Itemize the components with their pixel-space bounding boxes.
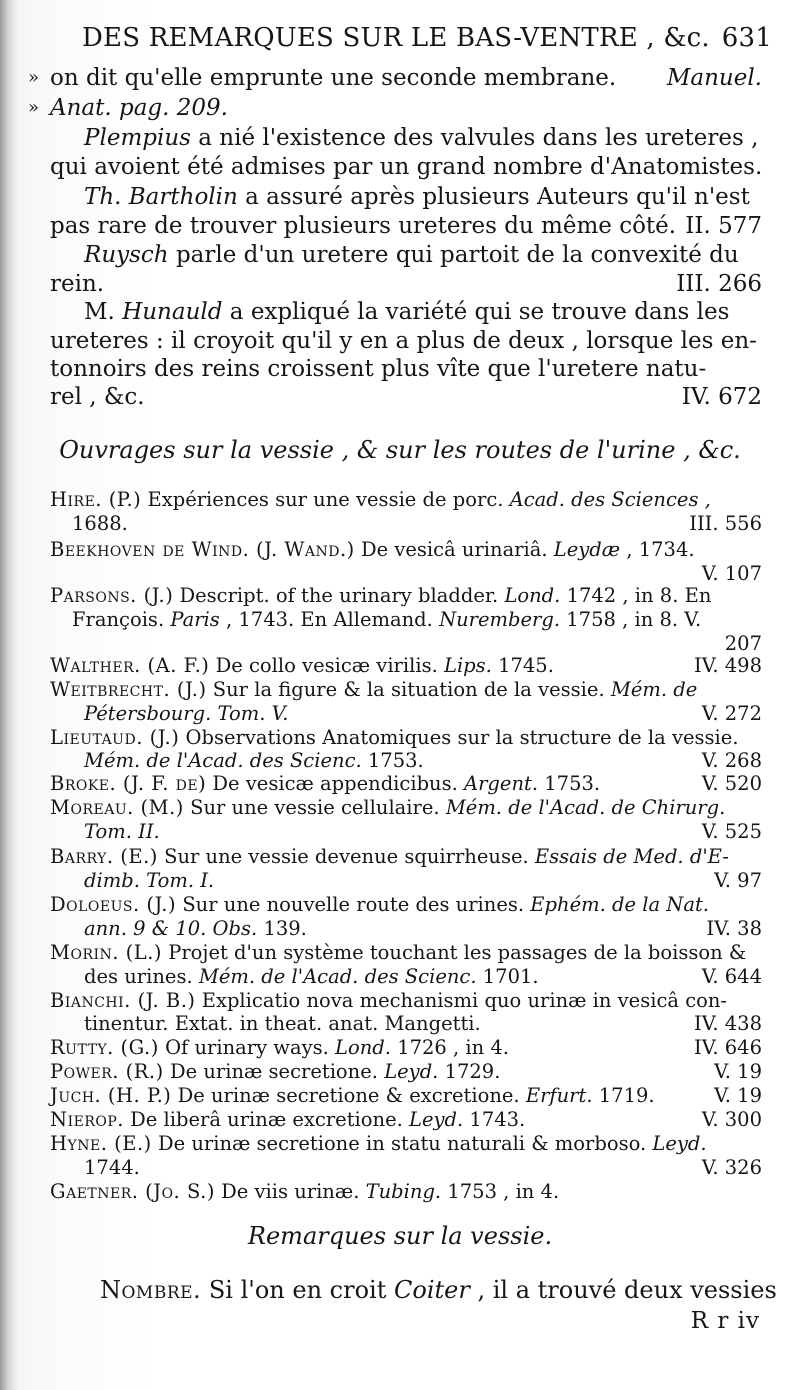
bib-title: De viis urinæ. <box>221 1180 360 1203</box>
bib-author: Moreau. (M.) <box>50 796 184 819</box>
bib-ref: III. 556 <box>689 512 762 535</box>
bib-source: Ephém. de la Nat. <box>530 893 710 916</box>
bib-line <box>50 1180 762 1204</box>
bib-source: Leyd. <box>652 1132 707 1155</box>
bib-source: Leyd. <box>409 1108 464 1131</box>
bib-author: Weitbrecht. (J.) <box>50 678 207 701</box>
text-line <box>28 64 762 92</box>
bib-ref: V. 19 <box>714 1084 762 1107</box>
bib-title: Sur une nouvelle route des urines. <box>182 893 525 916</box>
bib-line <box>84 917 762 941</box>
text-line <box>84 298 762 326</box>
bib-tail: , 1743. En Allemand. <box>225 608 433 631</box>
text-span: a expliqué la variété qui se trouve dans les <box>229 299 730 325</box>
text-line <box>50 153 762 181</box>
bib-source: Mém. de <box>610 678 698 701</box>
bib-ref: V. 97 <box>714 869 762 892</box>
bib-source: Mém. de l'Acad. des Scienc. <box>198 965 477 988</box>
bib-title: Of urinary ways. <box>165 1036 329 1059</box>
text-span: Anat. pag. 209. <box>50 95 228 121</box>
text-span: on dit qu'elle emprunte une seconde membrane. <box>50 65 617 91</box>
section-heading: Ouvrages sur la vessie , & sur les routes de l'urine , &c. <box>59 436 741 464</box>
bib-author: Nierop. <box>50 1108 124 1131</box>
bib-tail: 1701. <box>482 965 539 988</box>
bib-title: De urinæ secretione. <box>169 1060 378 1083</box>
bib-author: Hire. (P.) <box>50 488 142 511</box>
bib-line <box>84 749 762 773</box>
bib-author: Hyne. (E.) <box>50 1132 152 1155</box>
bib-title: De collo vesicæ virilis. <box>215 654 438 677</box>
bib-line <box>84 869 762 893</box>
bib-source: Obs. <box>212 917 258 940</box>
text-span: qui avoient été admises par un grand nombre d'Anatomistes. <box>50 154 763 180</box>
bib-source: Essais de Med. d'E- <box>534 845 729 868</box>
page-number: 631 <box>721 23 772 53</box>
page-edge-shadow <box>0 0 18 1390</box>
bib-source: Mém. de l'Acad. de Chirurg. <box>445 796 726 819</box>
text-span: a nié l'existence des valvules dans les ureteres , <box>198 125 759 151</box>
bib-tail: 1745. <box>498 654 554 677</box>
text-span: parle d'un uretere qui partoit de la convexité du <box>175 242 739 268</box>
bib-line <box>50 584 762 608</box>
bib-line <box>50 1084 762 1108</box>
bib-author: Morin. (L.) <box>50 941 163 964</box>
bib-source: dimb. Tom. I. <box>84 869 215 892</box>
bib-line <box>50 941 762 965</box>
reference: IV. 672 <box>681 384 762 410</box>
bib-author: Broke. (J. F. de) <box>50 772 207 795</box>
bib-title: De liberâ urinæ excretione. <box>130 1108 403 1131</box>
bib-line <box>50 1036 762 1060</box>
running-title: DES REMARQUES SUR LE BAS-VENTRE , &c. <box>82 23 710 53</box>
author-name: Ruysch <box>84 242 169 268</box>
bib-line <box>50 488 762 512</box>
text-line <box>50 327 762 355</box>
bib-source: Argent. <box>464 772 539 795</box>
bib-line <box>50 772 762 796</box>
bib-author: Doloeus. (J.) <box>50 893 177 916</box>
text-line <box>50 383 762 411</box>
bib-author: Parsons. (J.) <box>50 584 174 607</box>
bib-title: Sur la figure & la situation de la vessie. <box>212 678 605 701</box>
text-span: Si l'on en croit <box>208 1276 387 1304</box>
text-line <box>84 183 762 211</box>
text-line <box>28 94 762 122</box>
text-span: ureteres : il croyoit qu'il y en a plus de deux , lorsque les en- <box>50 328 757 354</box>
bib-ref: V. 300 <box>701 1108 762 1131</box>
reference: Manuel. <box>666 65 762 91</box>
bib-title: Sur une vessie cellulaire. <box>190 796 440 819</box>
bib-line <box>72 512 762 536</box>
bib-line <box>84 1156 762 1180</box>
bib-ref: V. 520 <box>701 772 762 795</box>
bib-title: 1744. <box>84 1156 140 1179</box>
bib-title: De vesicæ appendicibus. <box>212 772 458 795</box>
author-name: Coiter <box>394 1276 470 1304</box>
bib-author: Walther. (A. F.) <box>50 654 210 677</box>
bib-source: Lips. <box>444 654 492 677</box>
bib-source: ann. <box>84 917 127 940</box>
quote-mark: » <box>28 67 40 88</box>
bib-author: Lieutaud. (J.) <box>50 726 180 749</box>
bib-title: De urinæ secretione in statu naturali & morboso. <box>157 1132 647 1155</box>
text-line <box>100 1276 777 1304</box>
bib-ref: IV. 646 <box>694 1036 762 1059</box>
bib-title: Explicatio nova mechanismi quo urinæ in vesicâ con- <box>201 989 727 1012</box>
text-span: tonnoirs des reins croissent plus vîte que l'uretere natu- <box>50 356 707 382</box>
bib-tail: 139. <box>263 917 307 940</box>
signature-mark: R r iv <box>690 1308 760 1334</box>
text-span: , il a trouvé deux vessies <box>477 1276 777 1304</box>
reference: II. 577 <box>685 213 762 239</box>
bib-author: Rutty. (G.) <box>50 1036 159 1059</box>
bib-tail: 1729. <box>444 1060 501 1083</box>
bib-line <box>50 1132 762 1156</box>
bib-source: Tom. II. <box>84 820 160 843</box>
bib-ref: IV. 38 <box>706 917 762 940</box>
bib-line <box>50 989 762 1013</box>
text-line <box>50 270 762 298</box>
bib-ref: V. 272 <box>701 702 762 725</box>
bib-title: De vesicâ urinariâ. <box>360 538 548 561</box>
bib-author: Beekhoven de Wind. (J. Wand.) <box>50 538 355 561</box>
bib-tail: 1743. <box>469 1108 526 1131</box>
bib-author: Bianchi. (J. B.) <box>50 989 196 1012</box>
bib-source: Nuremberg. <box>439 608 561 631</box>
reference: III. 266 <box>676 271 762 297</box>
bib-tail: 1726 , in 4. <box>397 1036 510 1059</box>
text-span: rel , &c. <box>50 384 145 410</box>
bib-source: Tubing. <box>365 1180 442 1203</box>
bib-ref: V. 525 <box>701 820 762 843</box>
bib-ref: V. 268 <box>701 749 762 772</box>
quote-mark: » <box>28 97 40 118</box>
text-line <box>84 241 762 269</box>
bib-title: Observations Anatomiques sur la structure de la vessie. <box>185 726 739 749</box>
bib-title: Descript. of the urinary bladder. <box>179 584 499 607</box>
text-span: M. <box>84 299 115 325</box>
bib-source: Leyd. <box>384 1060 439 1083</box>
bib-ref: 207 <box>724 632 762 655</box>
bib-title: Sur une vessie devenue squirrheuse. <box>164 845 529 868</box>
bib-line <box>50 845 762 869</box>
bib-ref: IV. 438 <box>694 1012 762 1035</box>
bib-line <box>50 538 762 562</box>
text-line <box>50 212 762 240</box>
bib-line <box>84 702 762 726</box>
author-name: Th. Bartholin <box>84 184 238 210</box>
bib-title: des urines. <box>84 965 193 988</box>
bib-tail: 1753. <box>367 749 424 772</box>
bib-source: Acad. des Sciences , <box>509 488 711 511</box>
bib-line <box>84 1012 762 1036</box>
bib-line <box>84 965 762 989</box>
text-line <box>84 124 762 152</box>
bib-title: tinentur. Extat. in theat. anat. Mangetti. <box>84 1012 481 1035</box>
text-span: rein. <box>50 271 105 297</box>
bib-title: De urinæ secretione & excretione. <box>177 1084 520 1107</box>
author-name: Plempius <box>84 125 191 151</box>
bib-source: Lond. <box>504 584 561 607</box>
bib-tail: 1719. <box>598 1084 655 1107</box>
bib-source: Mém. de l'Acad. des Scienc. <box>84 749 362 772</box>
text-span: a assuré après plusieurs Auteurs qu'il n'est <box>245 184 750 210</box>
bib-line <box>50 726 762 750</box>
bib-tail: 9 & 10. <box>133 917 207 940</box>
bib-tail: 1753. <box>544 772 601 795</box>
section-heading: Remarques sur la vessie. <box>247 1222 553 1250</box>
bib-source: Leydæ <box>553 538 621 561</box>
bib-author: Power. (R.) <box>50 1060 164 1083</box>
bib-title: Projet d'un système touchant les passages de la boisson & <box>168 941 747 964</box>
bib-title: François. <box>72 608 165 631</box>
bib-title: 1688. <box>72 512 128 535</box>
text-lead: Nombre. <box>100 1276 202 1304</box>
running-header <box>82 22 772 54</box>
bib-author: Gaetner. (Jo. S.) <box>50 1180 215 1203</box>
author-name: Hunauld <box>122 299 223 325</box>
bib-title: Expériences sur une vessie de porc. <box>147 488 504 511</box>
bib-ref: V. 107 <box>701 562 762 585</box>
bib-source: Erfurt. <box>525 1084 593 1107</box>
bib-tail: , 1734. <box>626 538 695 561</box>
bib-ref: V. 326 <box>701 1156 762 1179</box>
text-span: pas rare de trouver plusieurs ureteres du même côté. <box>50 213 677 239</box>
bib-tail: 1742 , in 8. En <box>566 584 712 607</box>
bib-source: Lond. <box>335 1036 391 1059</box>
bib-line <box>50 893 762 917</box>
bib-line <box>50 1108 762 1132</box>
bib-ref: V. 19 <box>714 1060 762 1083</box>
bib-source: Paris <box>170 608 220 631</box>
bib-line <box>84 820 762 844</box>
bib-line <box>72 608 762 632</box>
bib-author: Juch. (H. P.) <box>50 1084 172 1107</box>
bib-line <box>50 654 762 678</box>
bib-author: Barry. (E.) <box>50 845 158 868</box>
bib-tail: 1753 , in 4. <box>447 1180 560 1203</box>
text-line <box>50 355 762 383</box>
bib-line <box>50 1060 762 1084</box>
bib-tail: 1758 , in 8. V. <box>566 608 702 631</box>
bib-ref: V. 644 <box>701 965 762 988</box>
bib-line <box>50 678 762 702</box>
bib-line <box>50 796 762 820</box>
bib-source: Pétersbourg. Tom. V. <box>84 702 289 725</box>
bib-ref: IV. 498 <box>694 654 762 677</box>
